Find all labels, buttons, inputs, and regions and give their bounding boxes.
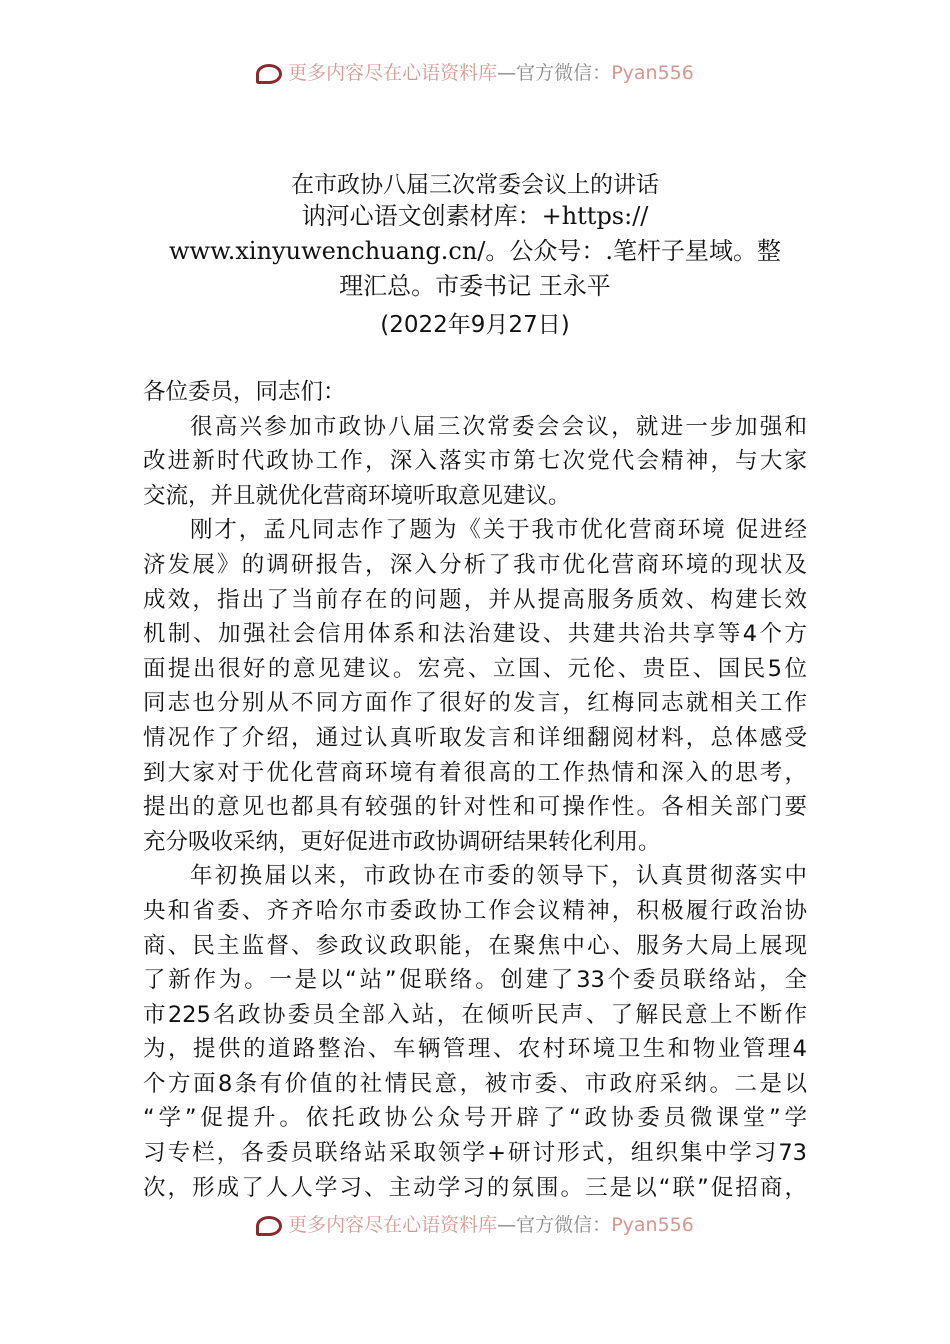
body-line: 成效，指出了当前存在的问题，并从提高服务质效、构建长效 bbox=[143, 586, 807, 613]
footer-watermark bbox=[0, 1210, 950, 1237]
body-line: 个方面8条有价值的社情民意，被市委、市政府采纳。二是以 bbox=[143, 1070, 807, 1097]
watermark-wechat-label: —官方微信： bbox=[497, 1214, 612, 1236]
subtitle-line: www.xinyuwenchuang.cn/。公众号：.笔杆子星域。整 bbox=[168, 237, 782, 265]
body-line: 为，提供的道路整治、车辆管理、农村环境卫生和物业管理4 bbox=[143, 1036, 807, 1063]
body-line: 到大家对于优化营商环境有着很高的工作热情和深入的思考， bbox=[143, 759, 807, 786]
header-watermark bbox=[0, 58, 950, 85]
body-line: “学”促提升。依托政协公众号开辟了“政协委员微课堂”学 bbox=[143, 1105, 807, 1132]
watermark-text: 更多内容尽在心语资料库 bbox=[288, 1214, 498, 1236]
subtitle-line: 理汇总。市委书记 王永平 bbox=[339, 272, 611, 300]
body-line: 同志也分别从不同方面作了很好的发言，红梅同志就相关工作 bbox=[143, 690, 807, 717]
body-line: 机制、加强社会信用体系和法治建设、共建共治共享等4个方 bbox=[143, 621, 807, 648]
body-line: 市225名政协委员全部入站，在倾听民声、了解民意上不断作 bbox=[143, 1001, 807, 1028]
document-body bbox=[143, 375, 807, 1205]
body-line: 面提出很好的意见建议。宏亮、立国、元伦、贵臣、国民5位 bbox=[143, 655, 807, 682]
logo-icon bbox=[256, 64, 282, 84]
body-line: 了新作为。一是以“站”促联络。创建了33个委员联络站，全 bbox=[143, 967, 807, 994]
watermark-wechat-id: Pyan556 bbox=[611, 1214, 694, 1236]
logo-icon bbox=[256, 1216, 282, 1236]
document-title: 在市政协八届三次常委会议上的讲话 bbox=[291, 172, 659, 198]
body-line: 很高兴参加市政协八届三次常委会会议，就进一步加强和 bbox=[190, 413, 807, 440]
body-line: 年初换届以来，市政协在市委的领导下，认真贯彻落实中 bbox=[190, 863, 807, 890]
body-line: 次，形成了人人学习、主动学习的氛围。三是以“联”促招商， bbox=[143, 1174, 807, 1201]
subtitle-line: 讷河心语文创素材库：+https:// bbox=[301, 202, 649, 230]
body-line: 商、民主监督、参政议政职能，在聚焦中心、服务大局上展现 bbox=[143, 932, 807, 959]
body-line: 充分吸收采纳，更好促进市政协调研结果转化利用。 bbox=[143, 828, 661, 855]
body-line: 习专栏，各委员联络站采取领学+研讨形式，组织集中学习73 bbox=[143, 1140, 807, 1167]
watermark-text: 更多内容尽在心语资料库 bbox=[288, 62, 498, 84]
watermark-wechat-label: —官方微信： bbox=[497, 62, 612, 84]
body-line: 改进新时代政协工作，深入落实市第七次党代会精神，与大家 bbox=[143, 448, 807, 475]
body-line: 交流，并且就优化营商环境听取意见建议。 bbox=[143, 482, 571, 509]
body-line: 情况作了介绍，通过认真听取发言和详细翻阅材料，总体感受 bbox=[143, 724, 807, 751]
body-line: 各位委员，同志们： bbox=[143, 379, 346, 405]
document-subtitle bbox=[0, 199, 950, 304]
body-line: 刚才，孟凡同志作了题为《关于我市优化营商环境 促进经 bbox=[190, 517, 807, 544]
watermark-wechat-id: Pyan556 bbox=[611, 62, 694, 84]
body-line: 济发展》的调研报告，深入分析了我市优化营商环境的现状及 bbox=[143, 551, 807, 578]
body-line: 央和省委、齐齐哈尔市委政协工作会议精神，积极履行政治协 bbox=[143, 897, 807, 924]
body-line: 提出的意见也都具有较强的针对性和可操作性。各相关部门要 bbox=[143, 794, 807, 821]
document-date: (2022年9月27日) bbox=[380, 312, 570, 338]
